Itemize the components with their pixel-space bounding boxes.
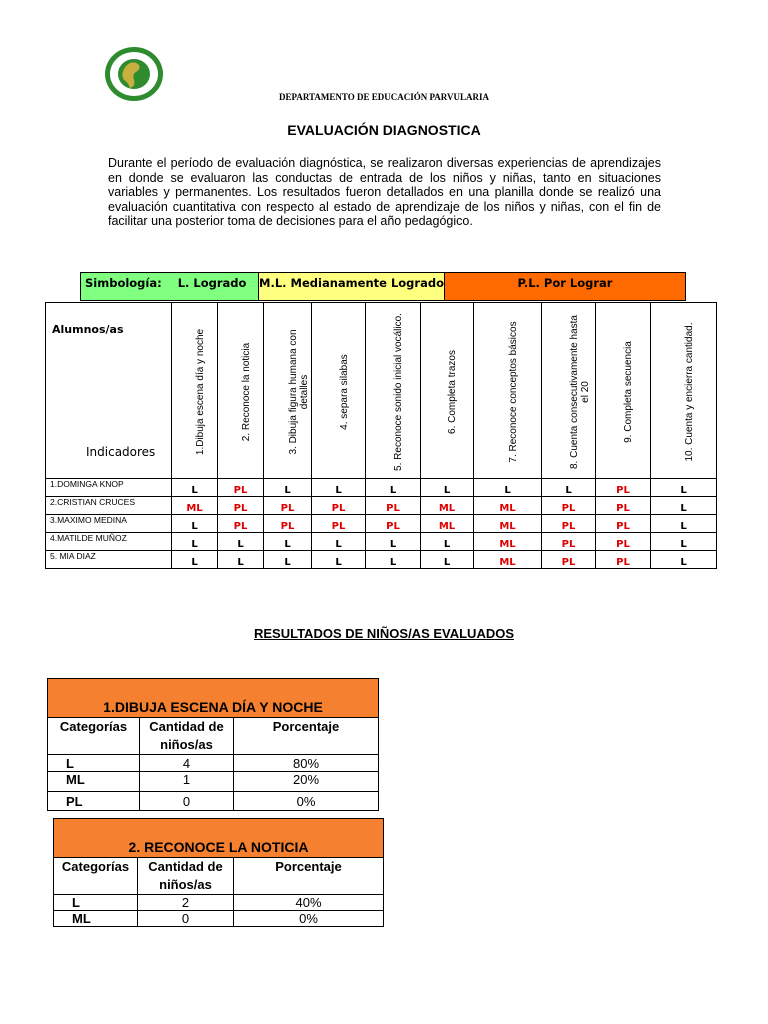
category-cell: PL	[48, 792, 140, 811]
evaluation-cell: L	[421, 533, 474, 551]
evaluation-cell: ML	[421, 497, 474, 515]
student-row	[46, 533, 717, 551]
indicator-label: 4. separa silabas	[338, 354, 350, 430]
student-row	[46, 551, 717, 569]
student-name: 1.DOMINGA KNOP	[46, 479, 172, 497]
evaluation-cell: L	[421, 551, 474, 569]
evaluation-cell: PL	[596, 533, 651, 551]
indicator-label: 5. Reconoce sonido inicial vocálico.	[393, 313, 404, 471]
indicator-header	[366, 303, 421, 479]
indicator-label: 10. Cuenta y encierra cantidad.	[683, 322, 695, 462]
col-header-count: Cantidad de niños/as	[140, 718, 234, 755]
student-name: 5. MIA DIAZ	[46, 551, 172, 569]
category-cell: ML	[48, 772, 140, 792]
legend-por-lograr: P.L. Por Lograr	[445, 273, 685, 300]
count-cell: 1	[140, 772, 234, 792]
evaluation-cell: PL	[596, 479, 651, 497]
count-cell: 4	[140, 755, 234, 772]
indicator-header	[172, 303, 218, 479]
indicator-header	[312, 303, 366, 479]
department-heading: DEPARTAMENTO DE EDUCACIÓN PARVULARIA	[279, 92, 489, 102]
evaluation-cell: L	[366, 479, 421, 497]
evaluation-cell: PL	[366, 497, 421, 515]
indicator-label: 2. Reconoce la noticia	[240, 342, 252, 442]
evaluation-cell: L	[651, 515, 717, 533]
legend-medianamente: M.L. Medianamente Logrado	[259, 273, 445, 300]
results-title: RESULTADOS DE NIÑOS/AS EVALUADOS	[253, 626, 515, 641]
evaluation-cell: PL	[542, 497, 596, 515]
indicator-label: 3. Dibuja figura humana con detalles	[287, 329, 310, 455]
evaluation-cell: ML	[474, 515, 542, 533]
table-corner	[46, 303, 172, 479]
indicator-label: 6. Completa trazos	[447, 350, 458, 434]
legend-logrado	[81, 273, 259, 300]
count-cell: 2	[138, 895, 234, 911]
evaluation-cell: L	[172, 515, 218, 533]
evaluation-cell: L	[172, 533, 218, 551]
evaluation-cell: L	[172, 479, 218, 497]
evaluation-cell: L	[264, 533, 312, 551]
evaluation-cell: L	[366, 533, 421, 551]
student-row	[46, 497, 717, 515]
evaluation-cell: L	[366, 551, 421, 569]
col-header-categories: Categorías	[54, 858, 138, 895]
student-row	[46, 479, 717, 497]
indicator-header	[474, 303, 542, 479]
evaluation-cell: PL	[596, 551, 651, 569]
col-header-categories: Categorías	[48, 718, 140, 755]
percent-cell: 80%	[234, 755, 379, 772]
evaluation-cell: L	[651, 551, 717, 569]
category-cell: L	[48, 755, 140, 772]
indicators-label: Indicadores	[86, 445, 156, 459]
indicator-label: 7. Reconoce conceptos básicos	[507, 321, 519, 463]
indicator-header	[218, 303, 264, 479]
evaluation-cell: L	[312, 479, 366, 497]
student-name: 2.CRISTIAN CRUCES	[46, 497, 172, 515]
evaluation-cell: L	[474, 479, 542, 497]
evaluation-cell: PL	[264, 497, 312, 515]
evaluation-cell: ML	[474, 497, 542, 515]
student-name: 3.MAXIMO MEDINA	[46, 515, 172, 533]
col-header-percent: Porcentaje	[234, 858, 384, 895]
count-cell: 0	[138, 911, 234, 927]
evaluation-cell: L	[218, 533, 264, 551]
indicator-header	[542, 303, 596, 479]
student-name: 4.MATILDE MUÑOZ	[46, 533, 172, 551]
evaluation-cell: L	[421, 479, 474, 497]
page-title: EVALUACIÓN DIAGNOSTICA	[287, 122, 481, 138]
evaluation-cell: L	[651, 497, 717, 515]
students-label: Alumnos/as	[52, 323, 124, 336]
evaluation-cell: L	[651, 533, 717, 551]
indicator-label: 1.Dibuja escena día y noche	[194, 328, 206, 456]
result-table-2	[53, 818, 384, 927]
legend-l: L. Logrado	[177, 276, 247, 290]
evaluation-cell: PL	[542, 515, 596, 533]
evaluation-cell: ML	[172, 497, 218, 515]
evaluation-cell: ML	[474, 551, 542, 569]
percent-cell: 0%	[234, 911, 384, 927]
percent-cell: 40%	[234, 895, 384, 911]
result-table-title: 1.DIBUJA ESCENA DÍA Y NOCHE	[48, 679, 379, 718]
evaluation-cell: L	[651, 479, 717, 497]
evaluation-cell: L	[312, 551, 366, 569]
evaluation-cell: ML	[474, 533, 542, 551]
count-cell: 0	[140, 792, 234, 811]
evaluation-cell: L	[542, 479, 596, 497]
evaluation-cell: PL	[312, 515, 366, 533]
category-cell: L	[54, 895, 138, 911]
evaluation-cell: PL	[596, 497, 651, 515]
category-cell: ML	[54, 911, 138, 927]
evaluation-cell: L	[312, 533, 366, 551]
evaluation-cell: PL	[366, 515, 421, 533]
student-row	[46, 515, 717, 533]
percent-cell: 0%	[234, 792, 379, 811]
evaluation-cell: PL	[218, 479, 264, 497]
result-table-1	[47, 678, 379, 811]
indicator-header	[651, 303, 717, 479]
evaluation-cell: PL	[542, 551, 596, 569]
indicators-table	[45, 302, 717, 569]
legend-label: Simbología:	[85, 276, 162, 290]
symbology-legend	[80, 272, 686, 301]
indicator-header	[596, 303, 651, 479]
percent-cell: 20%	[234, 772, 379, 792]
evaluation-cell: L	[264, 551, 312, 569]
intro-paragraph: Durante el período de evaluación diagnóstica, se realizaron diversas experiencias de aprendizajes en donde se evaluaron las conductas de entrada de los niños y niñas, tanto en situaciones variables y permanentes. Los resultados fueron detallados en una planilla donde se realizó una evaluación cuantitativa con respecto al estado de aprendizaje de los niños y niñas, con el fin de facilitar una posterior toma de decisiones para el año pedagógico.	[108, 156, 661, 228]
evaluation-cell: PL	[218, 515, 264, 533]
indicator-header	[264, 303, 312, 479]
col-header-percent: Porcentaje	[234, 718, 379, 755]
evaluation-cell: ML	[421, 515, 474, 533]
indicator-label: 9. Completa secuencia	[623, 341, 634, 443]
indicator-header	[421, 303, 474, 479]
evaluation-cell: PL	[596, 515, 651, 533]
col-header-count: Cantidad de niños/as	[138, 858, 234, 895]
evaluation-cell: PL	[218, 497, 264, 515]
evaluation-cell: PL	[542, 533, 596, 551]
result-table-title: 2. RECONOCE LA NOTICIA	[54, 819, 384, 858]
evaluation-cell: PL	[312, 497, 366, 515]
evaluation-cell: PL	[264, 515, 312, 533]
evaluation-cell: L	[264, 479, 312, 497]
evaluation-cell: L	[172, 551, 218, 569]
indicator-label: 8. Cuenta consecutivamente hasta el 20	[568, 315, 591, 469]
evaluation-cell: L	[218, 551, 264, 569]
